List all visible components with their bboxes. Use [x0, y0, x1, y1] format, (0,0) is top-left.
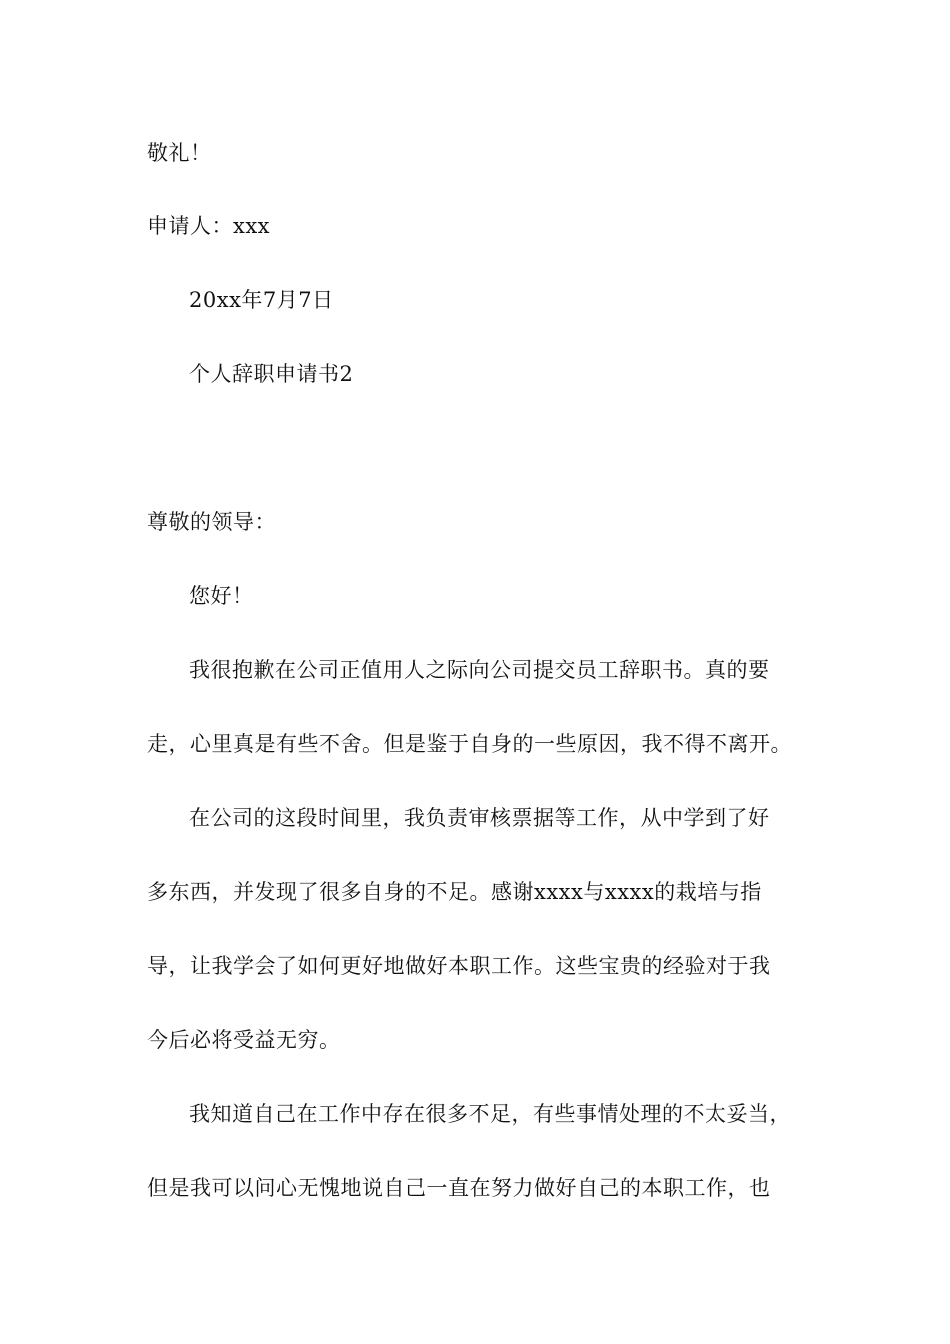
paragraph-1-line-1: 我很抱歉在公司正值用人之际向公司提交员工辞职书。真的要: [189, 658, 770, 682]
paragraph-2-line-2: 多东西，并发现了很多自身的不足。感谢xxxx与xxxx的栽培与指: [147, 880, 762, 904]
greeting: 您好！: [189, 584, 254, 608]
paragraph-2-line-3: 导，让我学会了如何更好地做好本职工作。这些宝贵的经验对于我: [147, 954, 771, 978]
section-title: 个人辞职申请书2: [189, 362, 354, 386]
paragraph-3-line-2: 但是我可以问心无愧地说自己一直在努力做好自己的本职工作，也: [147, 1176, 771, 1200]
paragraph-3-line-1: 我知道自己在工作中存在很多不足，有些事情处理的不太妥当，: [189, 1102, 791, 1126]
date-line: 20xx年7月7日: [189, 288, 334, 312]
applicant-line: 申请人：xxx: [147, 214, 271, 238]
closing-text: 敬礼！: [147, 141, 212, 165]
paragraph-2-line-4: 今后必将受益无穷。: [147, 1028, 341, 1052]
paragraph-2-line-1: 在公司的这段时间里，我负责审核票据等工作，从中学到了好: [189, 806, 770, 830]
salutation: 尊敬的领导：: [147, 510, 276, 534]
paragraph-1-line-2: 走，心里真是有些不舍。但是鉴于自身的一些原因，我不得不离开。: [147, 732, 792, 756]
